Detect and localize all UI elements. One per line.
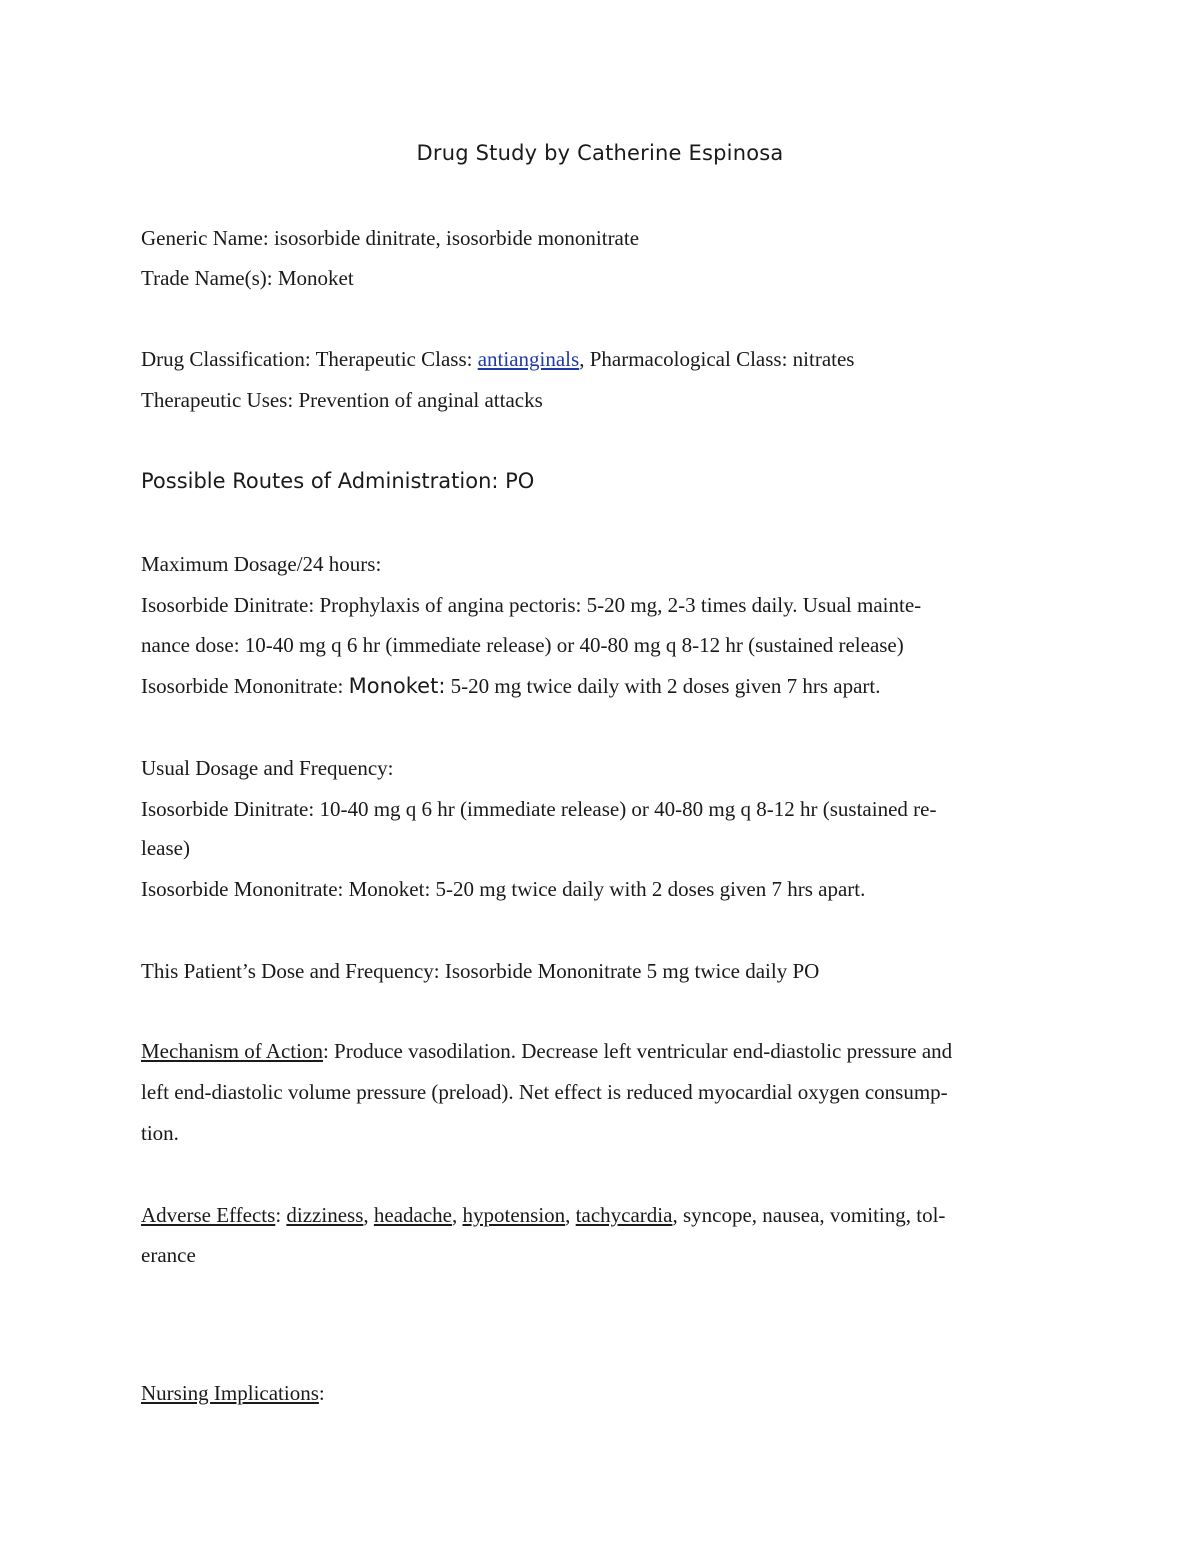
drug-classification-line <box>141 346 854 372</box>
effect-hypotension: hypotension <box>462 1203 566 1227</box>
mechanism-line-3: tion. <box>141 1121 179 1145</box>
generic-name-label: Generic Name: <box>141 226 269 250</box>
therapeutic-uses-line: Therapeutic Uses: Prevention of anginal attacks <box>141 388 543 412</box>
effect-dizziness: dizziness <box>286 1203 364 1227</box>
max-dosage-line-3-prefix: Isosorbide Mononitrate: <box>141 674 349 698</box>
mechanism-label: Mechanism of Action <box>141 1039 323 1063</box>
nursing-colon: : <box>318 1381 325 1405</box>
adverse-effects-label: Adverse Effects <box>141 1203 276 1227</box>
adverse-colon: : <box>275 1203 287 1227</box>
patient-dose-line: This Patient’s Dose and Frequency: Isosorbide Mononitrate 5 mg twice daily PO <box>141 959 820 983</box>
adverse-rest: , syncope, nausea, vomiting, tol- <box>672 1203 946 1227</box>
nursing-implications-line <box>141 1380 325 1406</box>
max-dosage-line-3-suffix: 5-20 mg twice daily with 2 doses given 7 hrs apart. <box>445 674 881 698</box>
usual-dosage-label: Usual Dosage and Frequency: <box>141 756 394 780</box>
usual-dosage-line-2: lease) <box>141 836 190 860</box>
monoket-brand-label: Monoket: <box>348 674 446 698</box>
mechanism-line-1 <box>141 1038 952 1064</box>
mechanism-line-2: left end-diastolic volume pressure (preload). Net effect is reduced myocardial oxygen consump- <box>141 1080 948 1104</box>
usual-dosage-line-1: Isosorbide Dinitrate: 10-40 mg q 6 hr (immediate release) or 40-80 mg q 8-12 hr (sustained re- <box>141 797 937 821</box>
max-dosage-line-2: nance dose: 10-40 mg q 6 hr (immediate release) or 40-80 mg q 8-12 hr (sustained release) <box>141 633 904 657</box>
adverse-sep-2: , <box>452 1203 463 1227</box>
adverse-sep-3: , <box>565 1203 576 1227</box>
trade-name-label: Trade Name(s): <box>141 266 273 290</box>
antianginals-link[interactable]: antianginals <box>477 347 580 371</box>
generic-name-line <box>141 225 639 251</box>
adverse-effects-line-1 <box>141 1202 945 1228</box>
trade-name-line <box>141 265 354 291</box>
classification-prefix: Drug Classification: Therapeutic Class: <box>141 347 478 371</box>
max-dosage-line-3 <box>141 673 881 699</box>
generic-name-value: isosorbide dinitrate, isosorbide mononitrate <box>268 226 640 250</box>
max-dosage-line-1: Isosorbide Dinitrate: Prophylaxis of angina pectoris: 5-20 mg, 2-3 times daily. Usual mainte- <box>141 593 922 617</box>
usual-dosage-line-3: Isosorbide Mononitrate: Monoket: 5-20 mg twice daily with 2 doses given 7 hrs apart. <box>141 877 866 901</box>
trade-name-value: Monoket <box>272 266 354 290</box>
effect-tachycardia: tachycardia <box>575 1203 673 1227</box>
nursing-implications-label: Nursing Implications <box>141 1381 319 1405</box>
adverse-sep-1: , <box>363 1203 374 1227</box>
mechanism-text-1: : Produce vasodilation. Decrease left ventricular end-diastolic pressure and <box>322 1039 953 1063</box>
routes-heading: Possible Routes of Administration: PO <box>141 469 535 493</box>
effect-headache: headache <box>373 1203 452 1227</box>
classification-suffix: , Pharmacological Class: nitrates <box>579 347 855 371</box>
document-title: Drug Study by Catherine Espinosa <box>416 141 784 165</box>
max-dosage-label: Maximum Dosage/24 hours: <box>141 552 382 576</box>
adverse-effects-line-2: erance <box>141 1243 196 1267</box>
